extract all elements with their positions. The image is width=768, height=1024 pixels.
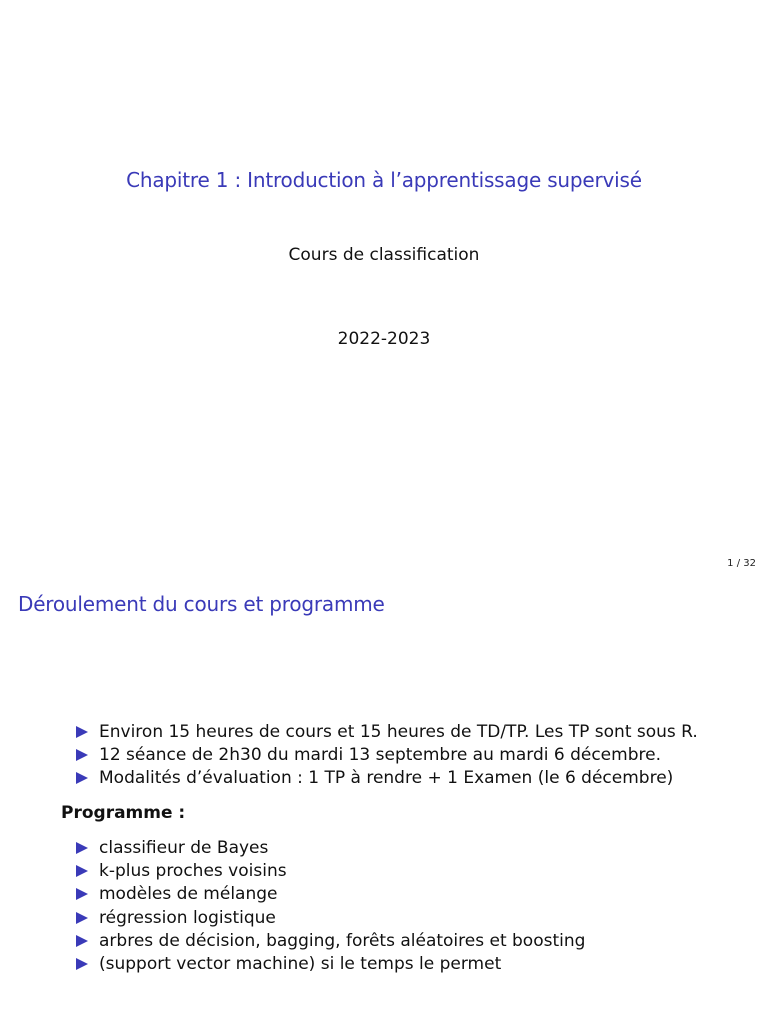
list-item-text: Environ 15 heures de cours et 15 heures de TD/TP. Les TP sont sous R. — [99, 721, 698, 742]
list-item — [76, 929, 585, 952]
list-item — [76, 743, 698, 766]
list-item-text: classifieur de Bayes — [99, 837, 269, 858]
list-item — [76, 883, 585, 906]
triangle-bullet-icon — [76, 726, 88, 738]
slide-title: Chapitre 1 : Introduction à l’apprentissage supervisé — [126, 168, 642, 192]
intro-list — [76, 720, 698, 790]
programme-heading: Programme : — [61, 803, 186, 823]
course-outline-slide — [0, 576, 768, 1024]
triangle-bullet-icon — [76, 958, 88, 970]
triangle-bullet-icon — [76, 749, 88, 761]
list-item — [76, 906, 585, 929]
frame-title: Déroulement du cours et programme — [18, 592, 385, 616]
triangle-bullet-icon — [76, 888, 88, 900]
list-item-text: k-plus proches voisins — [99, 860, 287, 881]
slide-subtitle: Cours de classification — [288, 245, 480, 265]
list-item — [76, 836, 585, 859]
triangle-bullet-icon — [76, 912, 88, 924]
list-item — [76, 720, 698, 743]
list-item — [76, 952, 585, 975]
list-item-text: (support vector machine) si le temps le permet — [99, 954, 502, 975]
slide-date: 2022-2023 — [337, 329, 431, 349]
list-item-text: Modalités d’évaluation : 1 TP à rendre + 1 Examen (le 6 décembre) — [99, 768, 674, 789]
triangle-bullet-icon — [76, 865, 88, 877]
triangle-bullet-icon — [76, 772, 88, 784]
triangle-bullet-icon — [76, 935, 88, 947]
triangle-bullet-icon — [76, 842, 88, 854]
page-number: 1 / 32 — [727, 558, 756, 569]
list-item — [76, 859, 585, 882]
list-item-text: modèles de mélange — [99, 884, 278, 905]
list-item-text: arbres de décision, bagging, forêts aléatoires et boosting — [99, 930, 586, 951]
list-item — [76, 767, 698, 790]
programme-list — [76, 836, 585, 976]
list-item-text: régression logistique — [99, 907, 276, 928]
list-item-text: 12 séance de 2h30 du mardi 13 septembre au mardi 6 décembre. — [99, 744, 661, 765]
